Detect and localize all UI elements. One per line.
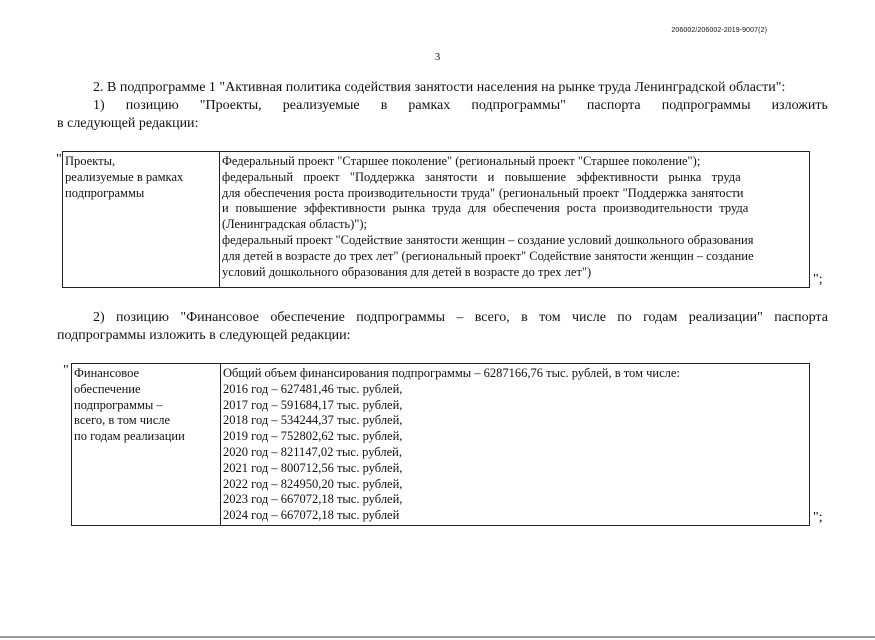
page-number: 3 <box>434 51 441 63</box>
label-line: обеспечение <box>74 381 141 396</box>
year-line: 2020 год – 821147,02 тыс. рублей, <box>223 444 402 459</box>
content-line: условий дошкольного образования для детей в возрасте до трех лет") <box>222 264 592 279</box>
label-line: Финансовое <box>74 366 140 380</box>
financing-label-cell <box>72 364 221 526</box>
financing-content-cell <box>221 364 810 526</box>
item2-word: числе <box>571 310 606 325</box>
table2-close-quote: "; <box>813 510 823 525</box>
label-line: по годам реализации <box>74 429 185 444</box>
year-line: 2022 год – 824950,20 тыс. рублей, <box>223 476 403 491</box>
item1-word: подпрограммы" <box>471 98 566 113</box>
item2-word: в <box>521 310 528 325</box>
item1-word: "Проекты, <box>199 98 262 113</box>
item1-word: изложить <box>771 98 828 113</box>
content-line: федеральный проект "Содействие занятости женщин – создание условий дошкольного образования <box>222 232 754 247</box>
table2-open-quote: " <box>63 363 69 378</box>
item1-word: подпрограммы <box>661 98 751 113</box>
label-line: Проекты, <box>65 154 116 168</box>
item1-word: паспорта <box>586 98 641 113</box>
label-line: реализуемые в рамках <box>65 169 184 184</box>
item1-line1 <box>93 97 828 115</box>
year-line: 2017 год – 591684,17 тыс. рублей, <box>223 397 403 412</box>
year-line: 2019 год – 752802,62 тыс. рублей, <box>223 429 403 444</box>
item2-word: 2) <box>93 310 105 325</box>
label-line: всего, в том числе <box>74 413 171 428</box>
year-line: 2024 год – 667072,18 тыс. рублей <box>223 508 400 523</box>
item2-word: "Финансовое <box>180 310 259 325</box>
content-line: федеральный проект "Поддержка занятости и повышение эффективности рынка труда <box>222 169 741 184</box>
item2-word: – <box>456 310 464 325</box>
table-row <box>63 152 810 288</box>
projects-content-cell <box>220 152 810 288</box>
item2-word: подпрограммы <box>356 310 445 325</box>
item1-word: позицию <box>125 98 179 113</box>
content-line: для детей в возрасте до трех лет" (региональный проект" Содействие занятости женщин – создание <box>222 248 754 263</box>
label-line: подпрограммы – <box>74 397 163 412</box>
item2-word: обеспечение <box>270 310 345 325</box>
year-line: 2023 год – 667072,18 тыс. рублей, <box>223 492 403 507</box>
label-line: подпрограммы <box>65 185 145 200</box>
item1-word: реализуемые <box>282 98 360 113</box>
projects-table <box>62 151 810 288</box>
projects-label-cell <box>63 152 220 288</box>
content-line: Федеральный проект "Старшее поколение" (региональный проект "Старшее поколение"); <box>222 154 701 168</box>
table1-close-quote: "; <box>813 272 823 287</box>
year-line: 2016 год – 627481,46 тыс. рублей, <box>223 381 403 396</box>
content-line: (Ленинградская область)"); <box>222 217 368 232</box>
item2-word: паспорта <box>774 310 828 325</box>
item1-line2: в следующей редакции: <box>57 116 199 131</box>
item1-word: 1) <box>93 98 105 113</box>
content-line: и повышение эффективности рынка труда для обеспечения роста производительности труда <box>222 201 749 216</box>
year-line: 2021 год – 800712,56 тыс. рублей, <box>223 460 403 475</box>
item2-word: том <box>539 310 561 325</box>
section-intro: 2. В подпрограмме 1 "Активная политика содействия занятости населения на рынке труда Ленинградской области": <box>93 80 786 95</box>
item2-word: всего, <box>474 310 510 325</box>
table1-open-quote: " <box>56 152 62 167</box>
year-line: 2018 год – 534244,37 тыс. рублей, <box>223 413 403 428</box>
content-line: для обеспечения роста производительности труда" (региональный проект "Поддержка занятости <box>222 185 744 200</box>
item2-line1 <box>93 309 828 327</box>
item2-word: годам <box>643 310 678 325</box>
item1-word: рамках <box>408 98 451 113</box>
item1-word: в <box>380 98 388 113</box>
item2-word: реализации" <box>688 310 763 325</box>
table-row <box>72 364 810 526</box>
financing-table <box>71 363 810 526</box>
item2-word: позицию <box>116 310 169 325</box>
document-id: 206002/206002-2019-9007(2) <box>671 27 767 34</box>
financing-total: Общий объем финансирования подпрограммы – 6287166,76 тыс. рублей, в том числе: <box>223 366 680 380</box>
item2-word: по <box>617 310 632 325</box>
item2-line2: подпрограммы изложить в следующей редакции: <box>57 328 351 343</box>
scan-edge-divider <box>0 636 875 638</box>
